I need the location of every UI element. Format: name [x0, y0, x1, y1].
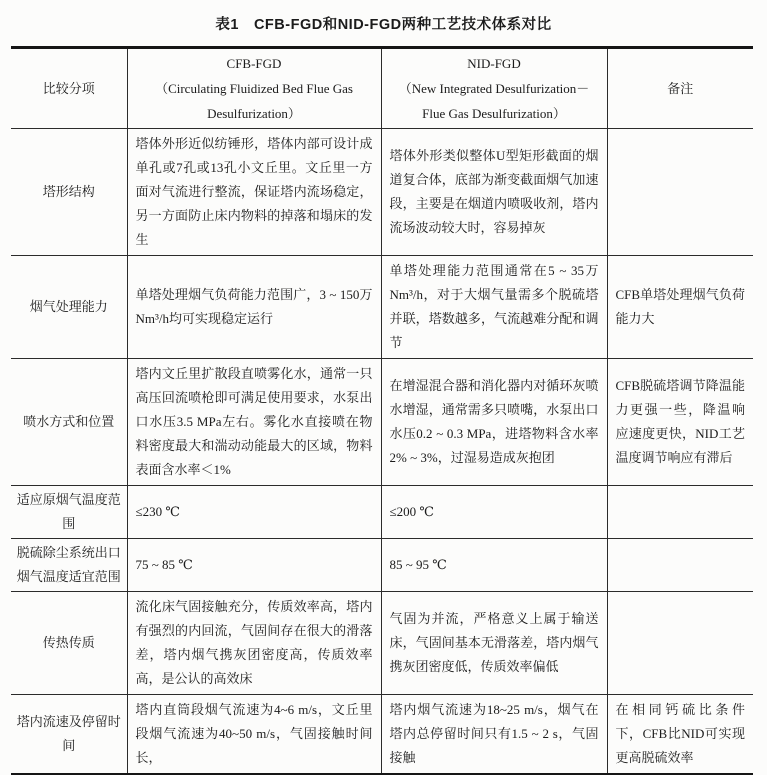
header-remark: 备注 [607, 48, 753, 129]
remark-cell: CFB脱硫塔调节降温能力更强一些，降温响应速度更快，NID工艺温度调节响应有滞后 [607, 359, 753, 486]
cfb-cell: 75 ~ 85 ℃ [127, 539, 381, 592]
cfb-cell: 塔体外形近似纺锤形，塔体内部可设计成单孔或7孔或13孔小文丘里。文丘里一方面对气流进行整流，保证塔内流场稳定，另一方面防止床内物料的掉落和塌床的发生 [127, 129, 381, 256]
row-label: 塔内流速及停留时间 [11, 695, 127, 775]
nid-cell: 85 ~ 95 ℃ [381, 539, 607, 592]
nid-cell: 在增湿混合器和消化器内对循环灰喷水增湿，通常需多只喷嘴，水泵出口水压0.2 ~ 0.3 MPa，进塔物料含水率2% ~ 3%，过湿易造成灰抱团 [381, 359, 607, 486]
table-row-water-spray [11, 359, 753, 486]
table-caption: 表1 CFB-FGD和NID-FGD两种工艺技术体系对比 [215, 17, 552, 33]
row-label: 适应原烟气温度范围 [11, 486, 127, 539]
remark-cell [607, 129, 753, 256]
row-label: 烟气处理能力 [11, 256, 127, 359]
header-cfb-abbr: CFB-FGD [226, 56, 282, 71]
header-nid [381, 48, 607, 129]
cfb-cell: 流化床气固接触充分，传质效率高，塔内有强烈的内回流，气固间存在很大的滑落差，塔内烟气携灰团密度高，传质效率高，是公认的高效床 [127, 592, 381, 695]
remark-cell [607, 592, 753, 695]
table-row-outlet-temp-range [11, 539, 753, 592]
table-row-inlet-temp-range [11, 486, 753, 539]
table-row-gas-capacity [11, 256, 753, 359]
table-row-tower-structure [11, 129, 753, 256]
header-nid-full: （New Integrated Desulfurization－Flue Gas Desulfurization） [398, 81, 590, 121]
comparison-table [11, 46, 753, 775]
remark-cell: 在相同钙硫比条件下，CFB比NID可实现更高脱硫效率 [607, 695, 753, 775]
header-nid-abbr: NID-FGD [467, 56, 521, 71]
nid-cell: 气固为并流，严格意义上属于输送床，气固间基本无滑落差，塔内烟气携灰团密度低，传质效率偏低 [381, 592, 607, 695]
header-cfb-full: （Circulating Fluidized Bed Flue Gas Desulfurization） [155, 81, 353, 121]
remark-cell: CFB单塔处理烟气负荷能力大 [607, 256, 753, 359]
row-label: 塔形结构 [11, 129, 127, 256]
table-header-row [11, 48, 753, 129]
header-cfb [127, 48, 381, 129]
table-row-velocity-residence [11, 695, 753, 775]
header-item: 比较分项 [11, 48, 127, 129]
cfb-cell: 塔内直筒段烟气流速为4~6 m/s，文丘里段烟气流速为40~50 m/s，气固接触时间长， [127, 695, 381, 775]
nid-cell: 单塔处理能力范围通常在5 ~ 35万Nm³/h，对于大烟气量需多个脱硫塔并联，塔数越多，气流越难分配和调节 [381, 256, 607, 359]
row-label: 喷水方式和位置 [11, 359, 127, 486]
table-row-heat-mass-transfer [11, 592, 753, 695]
nid-cell: ≤200 ℃ [381, 486, 607, 539]
nid-cell: 塔内烟气流速为18~25 m/s，烟气在塔内总停留时间只有1.5 ~ 2 s，气固接触 [381, 695, 607, 775]
cfb-cell: 单塔处理烟气负荷能力范围广，3 ~ 150万Nm³/h均可实现稳定运行 [127, 256, 381, 359]
row-label: 脱硫除尘系统出口烟气温度适宜范围 [11, 539, 127, 592]
remark-cell [607, 539, 753, 592]
cfb-cell: 塔内文丘里扩散段直喷雾化水，通常一只高压回流喷枪即可满足使用要求，水泵出口水压3.5 MPa左右。雾化水直接喷在物料密度最大和湍动动能最大的区域，物料表面含水率＜1% [127, 359, 381, 486]
nid-cell: 塔体外形类似整体U型矩形截面的烟道复合体，底部为渐变截面烟气加速段，主要是在烟道内喷吸收剂，塔内流场波动较大时，容易掉灰 [381, 129, 607, 256]
row-label: 传热传质 [11, 592, 127, 695]
remark-cell [607, 486, 753, 539]
cfb-cell: ≤230 ℃ [127, 486, 381, 539]
